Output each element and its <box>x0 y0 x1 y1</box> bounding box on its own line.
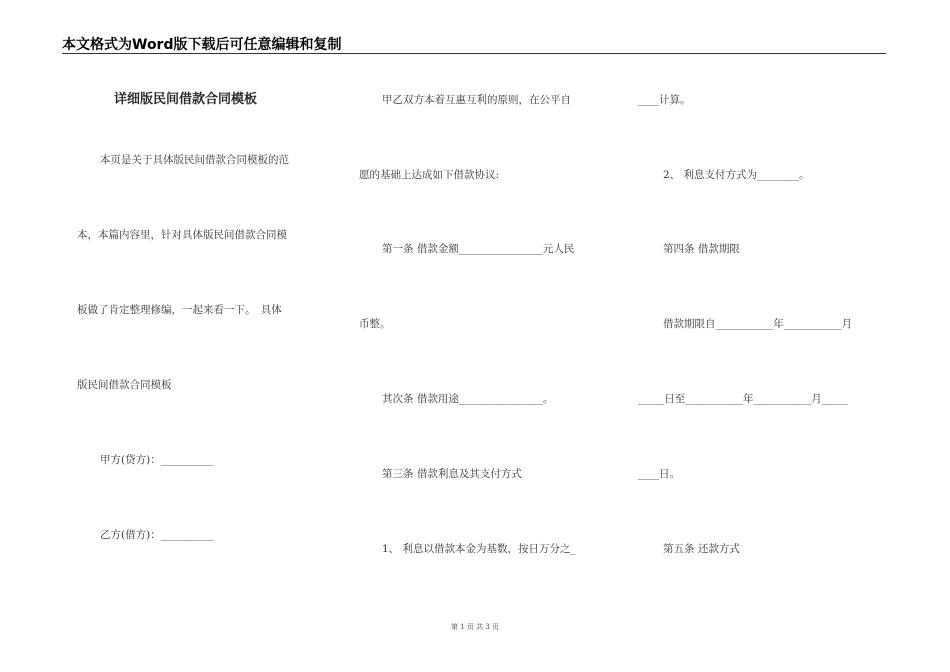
paragraph-line: 借款期限自___________年___________月 <box>663 318 852 330</box>
clause-1-amount: 第一条 借款金额________________元人民 <box>382 243 575 255</box>
paragraph-line: 板做了肯定整理修编，一起来看一下。 具体 <box>77 304 282 316</box>
paragraph-line: 本，本篇内容里，针对具体版民间借款合同模 <box>77 229 287 241</box>
clause-5-repayment: 第五条 还款方式 <box>663 543 740 555</box>
paragraph-line: 版民间借款合同模板 <box>77 379 172 391</box>
paragraph-line: _____日至___________年___________月_____ <box>638 393 848 405</box>
document-title: 详细版民间借款合同模板 <box>114 92 258 107</box>
column-1 <box>0 0 330 672</box>
paragraph-line: 币整。 <box>359 318 391 330</box>
clause-2-purpose: 其次条 借款用途________________。 <box>382 393 554 405</box>
page-number: 第 1 页 共 3 页 <box>450 623 500 631</box>
header-text: 本文格式为Word版下载后可任意编辑和复制 <box>62 37 342 53</box>
paragraph-line: 1、 利息以借款本金为基数，按日万分之_ <box>382 543 576 555</box>
paragraph-line: 甲乙双方本着互惠互利的原则，在公平自 <box>382 94 571 106</box>
paragraph-line: 愿的基础上达成如下借款协议: <box>359 169 500 181</box>
paragraph-line: ____计算。 <box>638 94 691 106</box>
column-2 <box>350 0 630 672</box>
paragraph-line: ____日。 <box>638 468 680 480</box>
paragraph-line: 本页是关于具体版民间借款合同模板的范 <box>100 154 289 166</box>
clause-4-term: 第四条 借款期限 <box>663 243 740 255</box>
party-b-field: 乙方(借方)：__________ <box>100 529 214 541</box>
clause-3-interest: 第三条 借款利息及其支付方式 <box>382 468 522 480</box>
column-3 <box>635 0 895 672</box>
party-a-field: 甲方(贷方)：__________ <box>100 454 214 466</box>
paragraph-line: 2、 利息支付方式为________。 <box>663 169 810 181</box>
